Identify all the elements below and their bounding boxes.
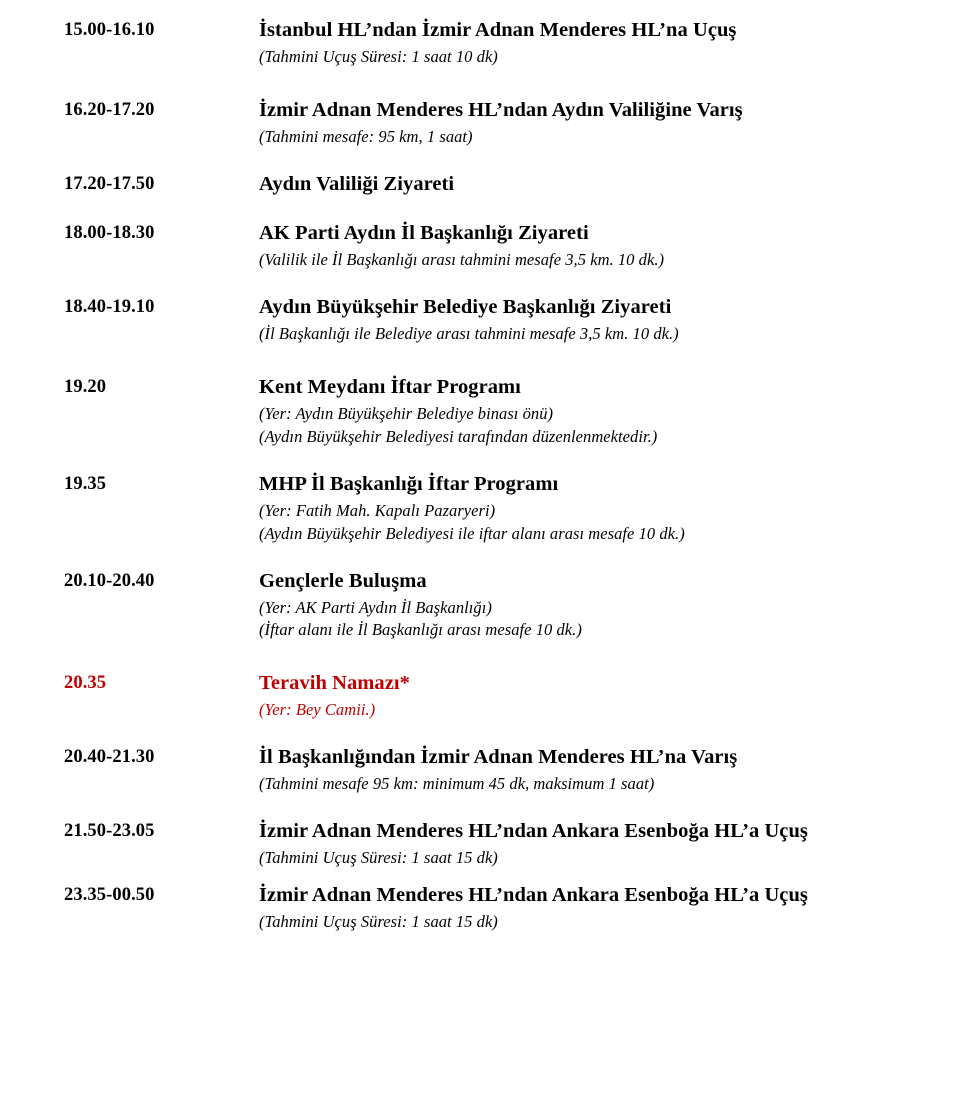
schedule-note: (Tahmini Uçuş Süresi: 1 saat 10 dk) — [259, 47, 498, 66]
schedule-title: İzmir Adnan Menderes HL’ndan Ankara Esenboğa HL’a Uçuş — [259, 820, 808, 843]
schedule-note: (Aydın Büyükşehir Belediyesi ile iftar alanı arası mesafe 10 dk.) — [259, 523, 685, 543]
schedule-time: 21.50-23.05 — [64, 821, 155, 842]
schedule-note: (Tahmini Uçuş Süresi: 1 saat 15 dk) — [259, 848, 498, 868]
schedule-time: 19.20 — [64, 376, 107, 397]
schedule-time: 18.00-18.30 — [64, 222, 155, 243]
schedule-entry-body — [259, 819, 923, 869]
schedule-row — [64, 472, 923, 545]
schedule-entry-body — [259, 671, 923, 721]
schedule-time: 23.35-00.50 — [64, 885, 155, 906]
schedule-row — [64, 569, 923, 642]
schedule-row — [64, 221, 923, 271]
schedule-title: İstanbul HL’ndan İzmir Adnan Menderes HL’na Uçuş — [259, 19, 737, 41]
schedule-row — [64, 671, 923, 721]
schedule-note: (Yer: Aydın Büyükşehir Belediye binası önü) — [259, 403, 554, 423]
schedule-row — [64, 295, 923, 345]
schedule-time: 18.40-19.10 — [64, 296, 155, 317]
schedule-note: (Yer: Bey Camii.) — [259, 700, 376, 720]
schedule-time: 15.00-16.10 — [64, 20, 155, 40]
schedule-row — [64, 18, 923, 68]
schedule-entry-body — [259, 569, 923, 642]
schedule-row — [64, 375, 923, 448]
schedule-note: (İftar alanı ile İl Başkanlığı arası mesafe 10 dk.) — [259, 620, 582, 640]
schedule-time: 19.35 — [64, 473, 107, 494]
schedule-title: AK Parti Aydın İl Başkanlığı Ziyareti — [259, 221, 589, 244]
schedule-note: (Tahmini mesafe: 95 km, 1 saat) — [259, 126, 473, 146]
schedule-time: 16.20-17.20 — [64, 99, 155, 120]
schedule-title: Kent Meydanı İftar Programı — [259, 375, 521, 398]
schedule-note: (Tahmini mesafe 95 km: minimum 45 dk, maksimum 1 saat) — [259, 774, 655, 794]
schedule-title: Gençlerle Buluşma — [259, 569, 427, 592]
schedule-note: (Tahmini Uçuş Süresi: 1 saat 15 dk) — [259, 912, 498, 932]
schedule-time: 20.40-21.30 — [64, 747, 155, 768]
schedule-row — [64, 98, 923, 148]
schedule-title: İzmir Adnan Menderes HL’ndan Ankara Esenboğa HL’a Uçuş — [259, 884, 808, 907]
schedule-row — [64, 883, 923, 933]
schedule-title: MHP İl Başkanlığı İftar Programı — [259, 472, 559, 495]
schedule-row — [64, 819, 923, 869]
schedule-entry-body — [259, 98, 923, 148]
schedule-time: 20.35 — [64, 673, 107, 694]
schedule-row — [64, 745, 923, 795]
schedule-entry-body — [259, 172, 923, 197]
schedule-entry-body — [259, 295, 923, 345]
schedule-title: Aydın Valiliği Ziyareti — [259, 172, 455, 195]
schedule-note: (Yer: Fatih Mah. Kapalı Pazaryeri) — [259, 500, 496, 520]
schedule-note: (Aydın Büyükşehir Belediyesi tarafından düzenlenmektedir.) — [259, 426, 658, 446]
schedule-entry-body — [259, 745, 923, 795]
schedule-title: Aydın Büyükşehir Belediye Başkanlığı Ziyareti — [259, 295, 672, 318]
schedule-note: (Yer: AK Parti Aydın İl Başkanlığı) — [259, 597, 492, 617]
schedule-entry-body — [259, 18, 923, 68]
schedule-title: İl Başkanlığından İzmir Adnan Menderes HL’na Varış — [259, 746, 738, 769]
schedule-time: 17.20-17.50 — [64, 173, 155, 194]
schedule-note: (Valilik ile İl Başkanlığı arası tahmini mesafe 3,5 km. 10 dk.) — [259, 249, 665, 269]
schedule-title: Teravih Namazı* — [259, 672, 410, 695]
schedule-entry-body — [259, 375, 923, 448]
schedule-entry-body — [259, 472, 923, 545]
schedule-entry-body — [259, 221, 923, 271]
schedule-title: İzmir Adnan Menderes HL’ndan Aydın Valiliğine Varış — [259, 98, 743, 121]
schedule-row — [64, 172, 923, 197]
schedule-time: 20.10-20.40 — [64, 570, 155, 591]
schedule-entry-body — [259, 883, 923, 933]
schedule-note: (İl Başkanlığı ile Belediye arası tahmini mesafe 3,5 km. 10 dk.) — [259, 323, 679, 343]
